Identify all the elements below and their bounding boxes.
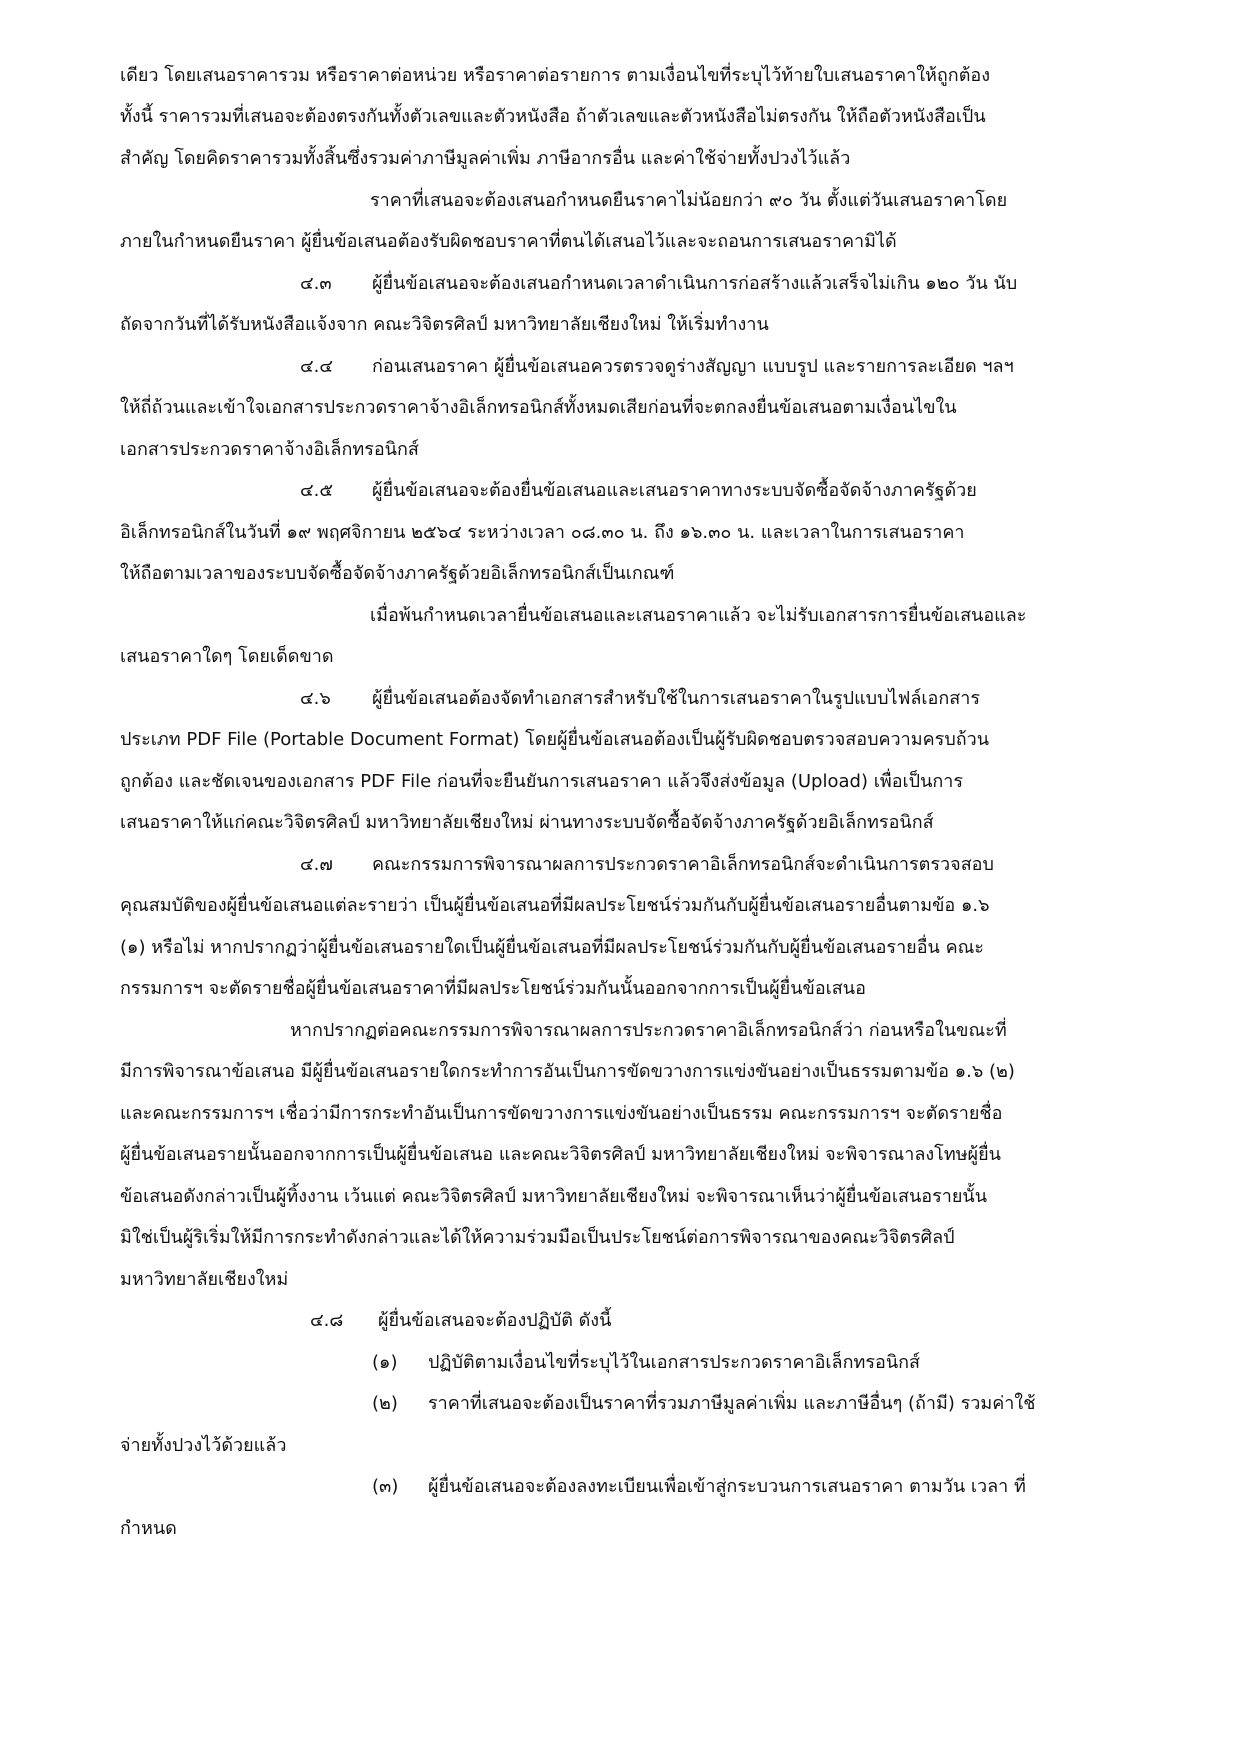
text-line: ผู้ยื่นข้อเสนอจะต้องปฏิบัติ ดังนี้ [378,1310,612,1331]
subitem-number-3: (๓) [372,1476,399,1497]
text-line: เดียว โดยเสนอราคารวม หรือราคาต่อหน่วย หรือราคาต่อรายการ ตามเงื่อนไขที่ระบุไว้ท้ายใบเสนอราคาให้ถูกต้อง [120,65,990,86]
text-line: อิเล็กทรอนิกส์ในวันที่ ๑๙ พฤศจิกายน ๒๕๖๔ ระหว่างเวลา ๐๘.๓๐ น. ถึง ๑๖.๓๐ น. และเวลาในการเสนอราคา [120,522,965,543]
text-line: ผู้ยื่นข้อเสนอจะต้องยื่นข้อเสนอและเสนอราคาทางระบบจัดซื้อจัดจ้างภาครัฐด้วย [372,480,977,501]
text-line: เมื่อพ้นกำหนดเวลายื่นข้อเสนอและเสนอราคาแล้ว จะไม่รับเอกสารการยื่นข้อเสนอและ [370,605,1027,626]
text-line: ถูกต้อง และชัดเจนของเอกสาร PDF File ก่อนที่จะยืนยันการเสนอราคา แล้วจึงส่งข้อมูล (Upload) เพื่อเป็นการ [120,771,964,792]
text-line: ทั้งนี้ ราคารวมที่เสนอจะต้องตรงกันทั้งตัวเลขและตัวหนังสือ ถ้าตัวเลขและตัวหนังสือไม่ตรงกัน ให้ถือตัวหนังสือเป็น [120,106,986,127]
text-line: จ่ายทั้งปวงไว้ด้วยแล้ว [120,1435,287,1456]
text-line: ถัดจากวันที่ได้รับหนังสือแจ้งจาก คณะวิจิตรศิลป์ มหาวิทยาลัยเชียงใหม่ ให้เริ่มทำงาน [120,314,769,335]
section-number-4-6: ๔.๖ [300,688,331,709]
section-number-4-8: ๔.๘ [310,1310,344,1331]
text-line: ผู้ยื่นข้อเสนอจะต้องเสนอกำหนดเวลาดำเนินการก่อสร้างแล้วเสร็จไม่เกิน ๑๒๐ วัน นับ [372,273,1018,294]
text-line: ผู้ยื่นข้อเสนอรายนั้นออกจากการเป็นผู้ยื่นข้อเสนอ และคณะวิจิตรศิลป์ มหาวิทยาลัยเชียงใหม่ จะพิจารณาลงโทษผู้ยื่น [120,1144,1001,1165]
text-line: ราคาที่เสนอจะต้องเสนอกำหนดยืนราคาไม่น้อยกว่า ๙๐ วัน ตั้งแต่วันเสนอราคาโดย [370,190,1008,211]
section-number-4-3: ๔.๓ [300,273,332,294]
section-number-4-4: ๔.๔ [300,356,333,377]
text-line: ประเภท PDF File (Portable Document Format) โดยผู้ยื่นข้อเสนอต้องเป็นผู้รับผิดชอบตรวจสอบความครบถ้วน [120,729,990,750]
text-line: คณะกรรมการพิจารณาผลการประกวดราคาอิเล็กทรอนิกส์จะดำเนินการตรวจสอบ [372,854,994,875]
text-line: เสนอราคาให้แก่คณะวิจิตรศิลป์ มหาวิทยาลัยเชียงใหม่ ผ่านทางระบบจัดซื้อจัดจ้างภาครัฐด้วยอิเล็กทรอนิกส์ [120,812,934,833]
text-line: ปฏิบัติตามเงื่อนไขที่ระบุไว้ในเอกสารประกวดราคาอิเล็กทรอนิกส์ [428,1352,921,1373]
text-line: ภายในกำหนดยืนราคา ผู้ยื่นข้อเสนอต้องรับผิดชอบราคาที่ตนได้เสนอไว้และจะถอนการเสนอราคามิได้ [120,231,897,252]
text-line: ผู้ยื่นข้อเสนอต้องจัดทำเอกสารสำหรับใช้ในการเสนอราคาในรูปแบบไฟล์เอกสาร [372,688,980,709]
text-line: หากปรากฏต่อคณะกรรมการพิจารณาผลการประกวดราคาอิเล็กทรอนิกส์ว่า ก่อนหรือในขณะที่ [290,1020,1007,1041]
text-line: ข้อเสนอดังกล่าวเป็นผู้ทิ้งงาน เว้นแต่ คณะวิจิตรศิลป์ มหาวิทยาลัยเชียงใหม่ จะพิจารณาเห็นว่าผู้ยื่นข้อเสนอรายนั้น [120,1186,988,1207]
text-line: มีการพิจารณาข้อเสนอ มีผู้ยื่นข้อเสนอรายใดกระทำการอันเป็นการขัดขวางการแข่งขันอย่างเป็นธรรมตามข้อ ๑.๖ (๒) [120,1061,1015,1082]
text-line: และคณะกรรมการฯ เชื่อว่ามีการกระทำอันเป็นการขัดขวางการแข่งขันอย่างเป็นธรรม คณะกรรมการฯ จะตัดรายชื่อ [120,1103,1003,1124]
text-line: ให้ถี่ถ้วนและเข้าใจเอกสารประกวดราคาจ้างอิเล็กทรอนิกส์ทั้งหมดเสียก่อนที่จะตกลงยื่นข้อเสนอตามเงื่อนไขใน [120,397,957,418]
text-line: กำหนด [120,1518,177,1539]
subitem-number-1: (๑) [372,1352,398,1373]
section-number-4-7: ๔.๗ [300,854,333,875]
section-number-4-5: ๔.๕ [300,480,333,501]
text-line: ผู้ยื่นข้อเสนอจะต้องลงทะเบียนเพื่อเข้าสู่กระบวนการเสนอราคา ตามวัน เวลา ที่ [428,1476,1026,1497]
text-line: สำคัญ โดยคิดราคารวมทั้งสิ้นซึ่งรวมค่าภาษีมูลค่าเพิ่ม ภาษีอากรอื่น และค่าใช้จ่ายทั้งปวงไว้แล้ว [120,148,851,169]
text-line: (๑) หรือไม่ หากปรากฏว่าผู้ยื่นข้อเสนอรายใดเป็นผู้ยื่นข้อเสนอที่มีผลประโยชน์ร่วมกันกับผู้ยื่นข้อเสนอรายอื่น คณะ [120,937,984,958]
text-line: คุณสมบัติของผู้ยื่นข้อเสนอแต่ละรายว่า เป็นผู้ยื่นข้อเสนอที่มีผลประโยชน์ร่วมกันกับผู้ยื่นข้อเสนอรายอื่นตามข้อ ๑.๖ [120,895,990,916]
text-line: เสนอราคาใดๆ โดยเด็ดขาด [120,646,334,667]
text-line: ราคาที่เสนอจะต้องเป็นราคาที่รวมภาษีมูลค่าเพิ่ม และภาษีอื่นๆ (ถ้ามี) รวมค่าใช้ [428,1393,1036,1414]
text-line: ก่อนเสนอราคา ผู้ยื่นข้อเสนอควรตรวจดูร่างสัญญา แบบรูป และรายการละเอียด ฯลฯ [372,356,1014,377]
text-line: มหาวิทยาลัยเชียงใหม่ [120,1269,289,1290]
text-line: กรรมการฯ จะตัดรายชื่อผู้ยื่นข้อเสนอราคาที่มีผลประโยชน์ร่วมกันนั้นออกจากการเป็นผู้ยื่นข้อเสนอ [120,978,866,999]
text-line: ให้ถือตามเวลาของระบบจัดซื้อจัดจ้างภาครัฐด้วยอิเล็กทรอนิกส์เป็นเกณฑ์ [120,563,675,584]
text-line: เอกสารประกวดราคาจ้างอิเล็กทรอนิกส์ [120,439,419,460]
subitem-number-2: (๒) [372,1393,398,1414]
text-line: มิใช่เป็นผู้ริเริ่มให้มีการกระทำดังกล่าวและได้ให้ความร่วมมือเป็นประโยชน์ต่อการพิจารณาของคณะวิจิตรศิลป์ [120,1227,955,1248]
